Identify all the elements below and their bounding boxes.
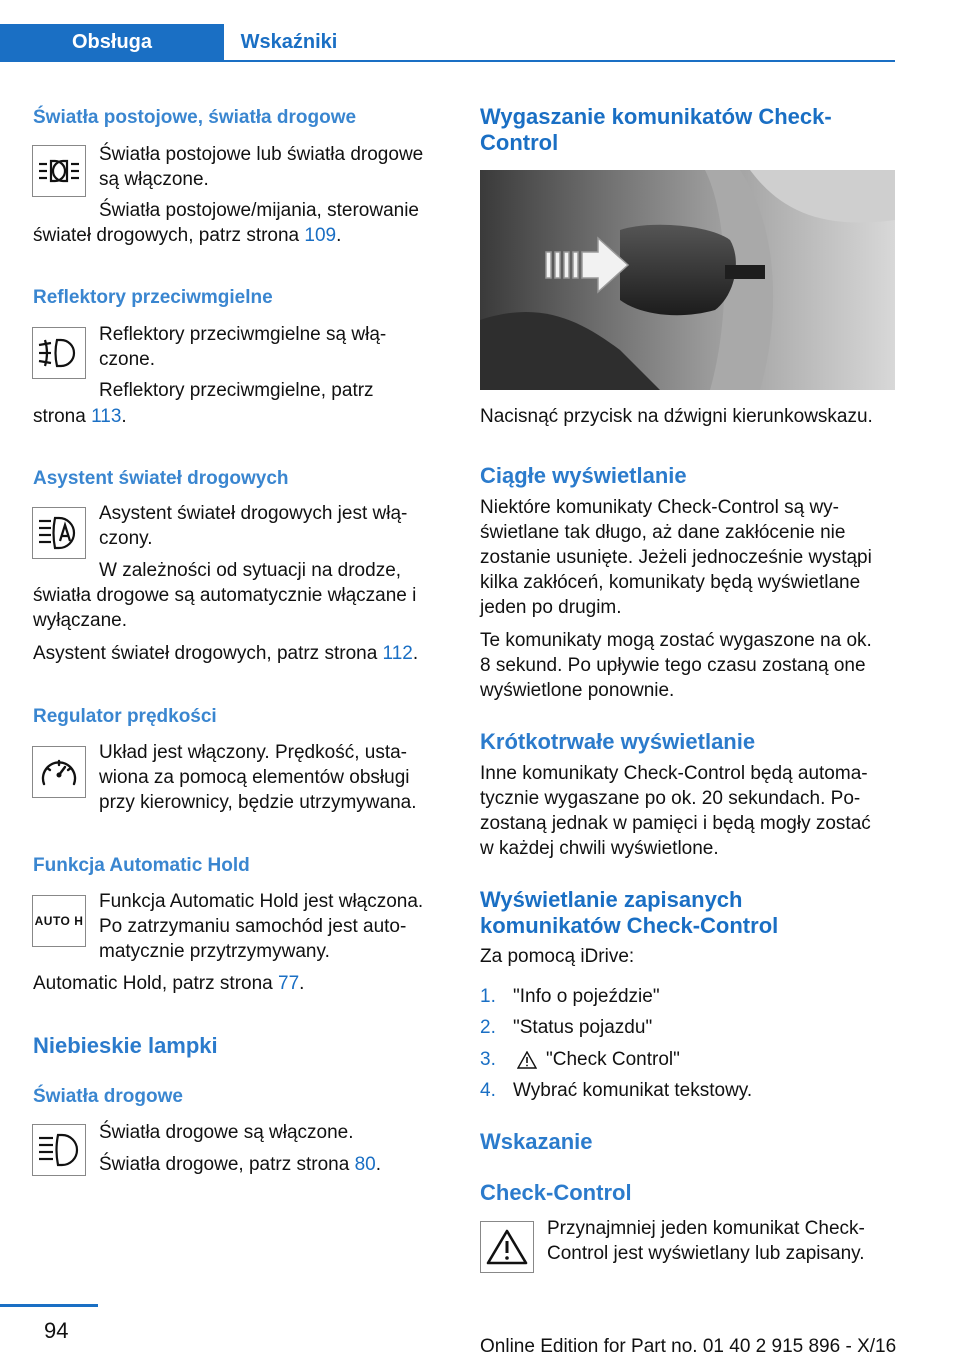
heading-automatic-hold: Funkcja Automatic Hold: [33, 855, 250, 876]
header-divider: [0, 60, 895, 62]
edition-footer: Online Edition for Part no. 01 40 2 915 896 - X/16: [480, 1336, 897, 1357]
auto-hold-label: AUTO H: [34, 914, 84, 928]
list-number: 3.: [480, 1049, 496, 1070]
text-line: Za pomocą iDrive:: [480, 946, 635, 967]
heading-continuous-display: Ciągłe wyświetlanie: [480, 463, 687, 488]
text-line: Przynajmniej jeden komunikat Check‐: [547, 1218, 865, 1239]
list-number: 2.: [480, 1017, 496, 1038]
text-line: wiona za pomocą elementów obsługi: [99, 767, 410, 788]
list-item: "Check Control": [546, 1049, 680, 1070]
text-line: wyświetlone ponownie.: [480, 680, 675, 701]
text-line: Reflektory przeciwmgielne są włą‐: [99, 324, 387, 345]
text-line: matycznie przytrzymywany.: [99, 941, 330, 962]
text-line: Asystent świateł drogowych jest włą‐: [99, 503, 408, 524]
high-beam-assistant-icon: [32, 507, 86, 559]
text-line: jeden po drugim.: [480, 597, 622, 618]
text-line: w każdej chwili wyświetlone.: [480, 838, 719, 859]
text-line: czone.: [99, 349, 155, 370]
text-line: Światła drogowe, patrz strona 80.: [99, 1154, 381, 1175]
text-line: Światła postojowe lub światła drogowe: [99, 144, 424, 165]
cruise-control-icon: [32, 746, 86, 798]
fog-lights-icon: [32, 327, 86, 379]
text-line: Światła postojowe/mijania, sterowanie: [99, 200, 419, 221]
text-line: Inne komunikaty Check-Control będą automa‐: [480, 763, 868, 784]
heading-high-beam-assistant: Asystent świateł drogowych: [33, 468, 289, 489]
high-beams-icon: [32, 1124, 86, 1176]
text-line: W zależności od sytuacji na drodze,: [99, 560, 402, 581]
text-line: Niektóre komunikaty Check-Control są wy‐: [480, 497, 840, 518]
heading-stored-messages: Wyświetlanie zapisanych komunikatów Check-Control: [480, 887, 779, 938]
text-line: strona 113.: [33, 406, 127, 427]
heading-cruise-control: Regulator prędkości: [33, 706, 217, 727]
page-link-109[interactable]: 109: [304, 225, 337, 246]
list-item: "Info o pojeździe": [513, 986, 660, 1007]
heading-parking-lights: Światła postojowe, światła drogowe: [33, 107, 357, 128]
page-link-113[interactable]: 113: [91, 406, 122, 427]
text-line: Funkcja Automatic Hold jest włączona.: [99, 891, 424, 912]
heading-check-control: Check-Control: [480, 1180, 632, 1205]
text-line: Asystent świateł drogowych, patrz strona 112.: [33, 643, 419, 664]
page-link-112[interactable]: 112: [382, 643, 413, 664]
text-line: przy kierownicy, będzie utrzymywana.: [99, 792, 417, 813]
heading-indication: Wskazanie: [480, 1129, 593, 1154]
text-line: zostaną jednak w pamięci i będą mogły zostać: [480, 813, 871, 834]
text-line: Automatic Hold, patrz strona 77.: [33, 973, 305, 994]
text-line: tycznie wygaszane po ok. 20 sekundach. Po‐: [480, 788, 861, 809]
header-tabs: [0, 24, 895, 62]
text-line: Reflektory przeciwmgielne, patrz: [99, 380, 374, 401]
text-line: Po zatrzymaniu samochód jest auto‐: [99, 916, 407, 937]
tab-wskazniki[interactable]: Wskaźniki: [240, 30, 338, 53]
parking-lights-icon: [32, 145, 86, 197]
text-line: Światła drogowe są włączone.: [99, 1122, 354, 1143]
page-link-77[interactable]: 77: [278, 973, 300, 994]
turn-signal-lever-photo: [480, 170, 895, 390]
text-line: czony.: [99, 528, 153, 549]
page-number: 94: [44, 1318, 69, 1343]
heading-fog-lights: Reflektory przeciwmgielne: [33, 287, 273, 308]
text-line: Te komunikaty mogą zostać wygaszone na ok.: [480, 630, 872, 651]
text-line: są włączone.: [99, 169, 209, 190]
warning-triangle-icon: [517, 1051, 537, 1074]
heading-hide-check-control: Wygaszanie komunikatów Check‐ Control: [480, 104, 832, 155]
photo-caption: Nacisnąć przycisk na dźwigni kierunkowskazu.: [480, 406, 873, 427]
text-line: zostanie usunięte. Jeżeli jednocześnie wystąpi: [480, 547, 872, 568]
list-item: "Status pojazdu": [513, 1017, 653, 1038]
text-line: świateł drogowych, patrz strona 109.: [33, 225, 342, 246]
text-line: wyłączane.: [33, 610, 127, 631]
footer-divider: [0, 1304, 98, 1307]
page-link-80[interactable]: 80: [354, 1154, 376, 1175]
text-line: świetlane tak długo, aż dane zakłócenie nie: [480, 522, 846, 543]
check-control-icon: [480, 1221, 534, 1273]
list-number: 4.: [480, 1080, 496, 1101]
heading-blue-lamps: Niebieskie lampki: [33, 1033, 218, 1058]
text-line: światła drogowe są automatycznie włączane i: [33, 585, 417, 606]
list-number: 1.: [480, 986, 496, 1007]
text-line: 8 sekund. Po upływie tego czasu zostaną one: [480, 655, 866, 676]
text-line: kilka zakłóceń, komunikaty będą wyświetlane: [480, 572, 861, 593]
automatic-hold-icon: [32, 895, 86, 947]
list-item: Wybrać komunikat tekstowy.: [513, 1080, 753, 1101]
heading-high-beams: Światła drogowe: [33, 1086, 183, 1107]
text-line: Control jest wyświetlany lub zapisany.: [547, 1243, 865, 1264]
tab-obsluga[interactable]: Obsługa: [0, 24, 224, 60]
heading-short-display: Krótkotrwałe wyświetlanie: [480, 729, 756, 754]
text-line: Układ jest włączony. Prędkość, usta‐: [99, 742, 407, 763]
